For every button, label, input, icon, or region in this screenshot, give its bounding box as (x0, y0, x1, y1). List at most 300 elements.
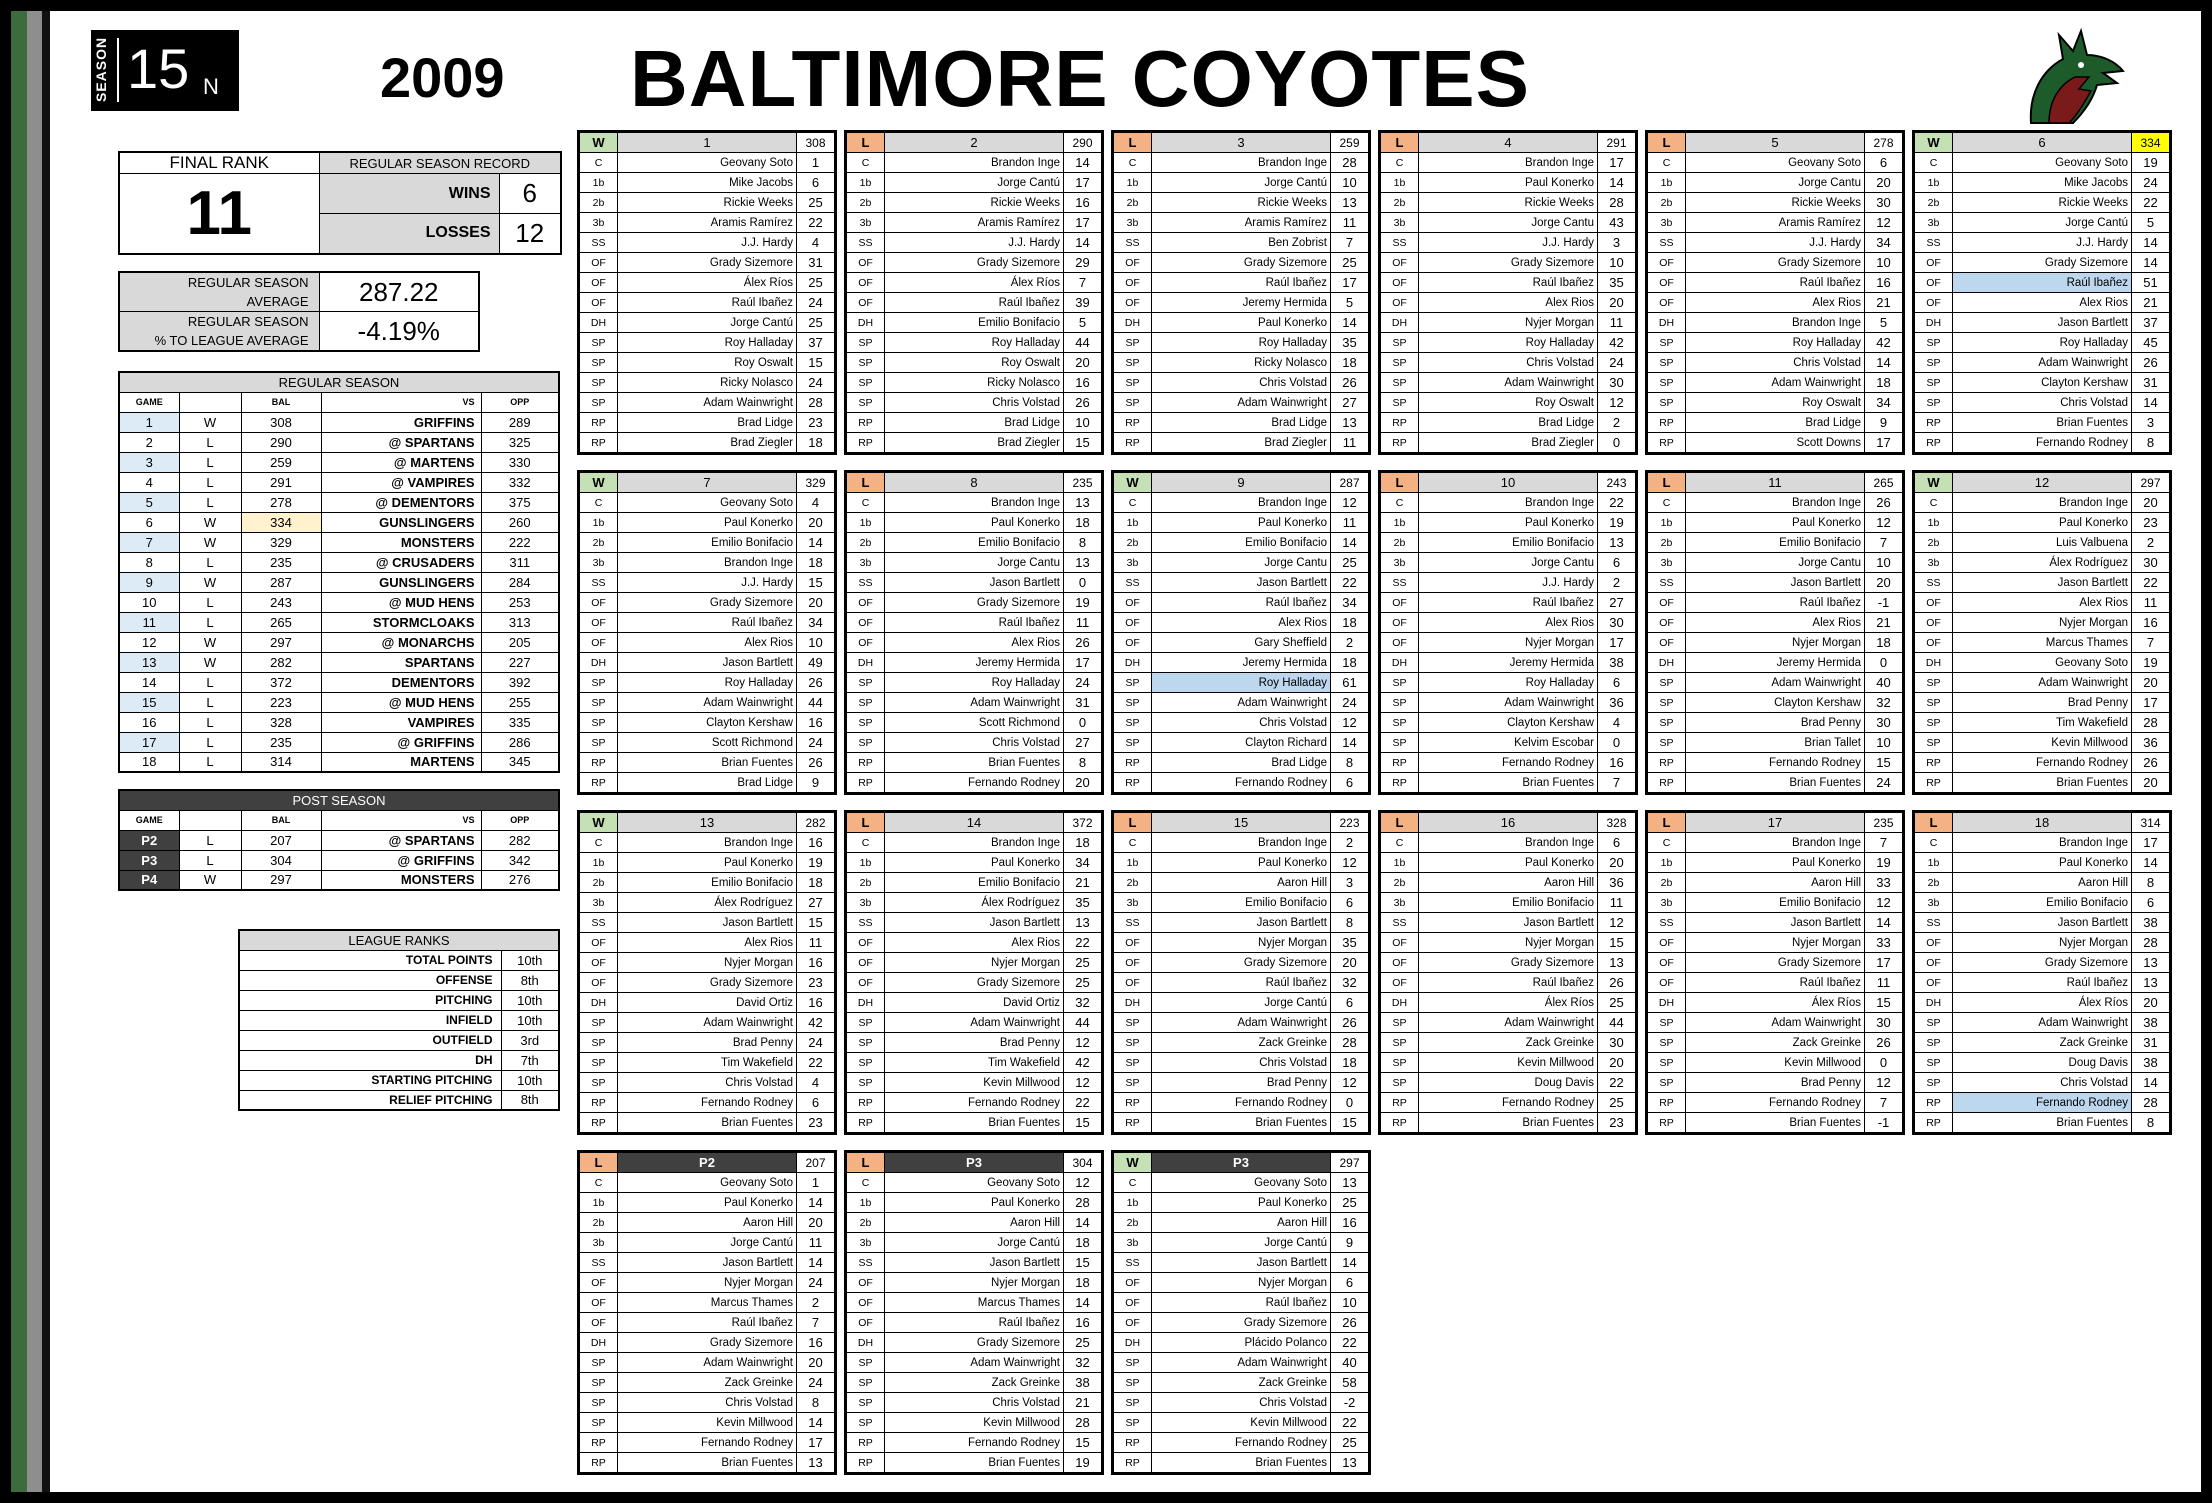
player-points: 18 (1865, 633, 1903, 653)
position: C (1648, 493, 1686, 513)
player-points: 17 (1064, 173, 1102, 193)
game-header (1381, 473, 1636, 493)
player-points: 35 (1598, 273, 1636, 293)
position: SS (847, 573, 885, 593)
opp-score: 332 (481, 472, 559, 492)
position: DH (847, 1333, 885, 1353)
header-cell (179, 810, 241, 830)
player-name: Adam Wainwright (618, 693, 797, 713)
lineup-row (1915, 193, 2170, 213)
player-points: 15 (797, 573, 835, 593)
player-points: 12 (1331, 853, 1369, 873)
position: SP (1114, 1073, 1152, 1093)
game-number: 17 (119, 732, 179, 752)
lineup-row (1915, 573, 2170, 593)
game-total: 265 (1865, 473, 1903, 493)
player-points: 8 (1331, 913, 1369, 933)
game-result: L (179, 612, 241, 632)
player-points: 39 (1064, 293, 1102, 313)
position: OF (847, 613, 885, 633)
player-name: Álex Ríos (1686, 993, 1865, 1013)
lineup-row (1915, 613, 2170, 633)
player-points: 13 (1331, 193, 1369, 213)
losses-value: 12 (499, 214, 561, 254)
player-name: Kevin Millwood (618, 1413, 797, 1433)
lineup-row (1114, 433, 1369, 453)
player-name: Zack Greinke (1953, 1033, 2132, 1053)
position: RP (580, 1093, 618, 1113)
position: OF (1114, 973, 1152, 993)
position: SP (1915, 353, 1953, 373)
lineup-row (847, 993, 1102, 1013)
game-lineup-table (579, 132, 835, 453)
game-row (119, 850, 559, 870)
player-points: 10 (1865, 553, 1903, 573)
lineup-row (1381, 233, 1636, 253)
season-badge (91, 30, 239, 111)
player-points: 18 (1331, 653, 1369, 673)
position: RP (1648, 753, 1686, 773)
position: 1b (1915, 173, 1953, 193)
player-points: 12 (1598, 913, 1636, 933)
player-name: Nyjer Morgan (1953, 613, 2132, 633)
lineup-row (1114, 1413, 1369, 1433)
player-name: Adam Wainwright (1686, 673, 1865, 693)
game-total: 243 (1598, 473, 1636, 493)
opponent: @ MARTENS (321, 452, 481, 472)
player-name: Roy Halladay (885, 673, 1064, 693)
position: OF (847, 593, 885, 613)
lineup-row (580, 933, 835, 953)
lineup-row (1648, 233, 1903, 253)
player-points: 26 (2132, 753, 2170, 773)
player-name: Brad Lidge (1152, 413, 1331, 433)
player-points: 58 (1331, 1373, 1369, 1393)
lineup-row (580, 153, 835, 173)
game-result: W (179, 512, 241, 532)
position: 2b (847, 1213, 885, 1233)
left-stripe-green (11, 11, 27, 1492)
lineup-row (580, 413, 835, 433)
lineup-row (1381, 273, 1636, 293)
lineup-row (1915, 313, 2170, 333)
position: SP (1381, 693, 1419, 713)
position: OF (1648, 613, 1686, 633)
lineup-row (580, 533, 835, 553)
position: OF (580, 633, 618, 653)
player-name: Brandon Inge (1953, 833, 2132, 853)
player-points: 14 (1331, 1253, 1369, 1273)
player-points: 28 (797, 393, 835, 413)
position: RP (847, 1113, 885, 1133)
position: SP (847, 1033, 885, 1053)
player-points: 16 (1064, 193, 1102, 213)
lineup-row (1114, 293, 1369, 313)
player-name: Jorge Cantú (1152, 993, 1331, 1013)
position: SP (1114, 1413, 1152, 1433)
player-name: Adam Wainwright (1419, 1013, 1598, 1033)
position: RP (1381, 753, 1419, 773)
position: SP (847, 1053, 885, 1073)
position: 3b (1381, 213, 1419, 233)
position: RP (847, 1093, 885, 1113)
player-name: Grady Sizemore (885, 1333, 1064, 1353)
player-points: 24 (797, 373, 835, 393)
position: RP (1114, 433, 1152, 453)
player-points: 20 (1064, 773, 1102, 793)
player-points: 3 (2132, 413, 2170, 433)
game-header (1114, 1153, 1369, 1173)
position: OF (1915, 293, 1953, 313)
player-name: Alex Rios (1953, 593, 2132, 613)
player-name: Emilio Bonifacio (1953, 893, 2132, 913)
player-name: Fernando Rodney (1686, 1093, 1865, 1113)
player-name: Zack Greinke (885, 1373, 1064, 1393)
lineup-row (1114, 593, 1369, 613)
position: 2b (1114, 193, 1152, 213)
player-points: 22 (1331, 1333, 1369, 1353)
opponent: @ DEMENTORS (321, 492, 481, 512)
position: SP (1648, 673, 1686, 693)
player-points: 19 (1064, 593, 1102, 613)
position: OF (1114, 1293, 1152, 1313)
lineup-row (1648, 313, 1903, 333)
position: SP (1114, 1033, 1152, 1053)
player-name: Roy Halladay (885, 333, 1064, 353)
player-points: 10 (1865, 733, 1903, 753)
player-name: Emilio Bonifacio (1419, 893, 1598, 913)
player-name: Roy Halladay (618, 673, 797, 693)
opponent: GUNSLINGERS (321, 572, 481, 592)
player-name: Chris Volstad (618, 1073, 797, 1093)
position: SP (1381, 393, 1419, 413)
lineup-row (580, 253, 835, 273)
lineup-row (847, 313, 1102, 333)
player-points: 12 (1331, 713, 1369, 733)
game-result: L (179, 552, 241, 572)
player-name: Emilio Bonifacio (1152, 893, 1331, 913)
position: OF (1648, 933, 1686, 953)
player-name: Adam Wainwright (1686, 373, 1865, 393)
player-points: 13 (797, 1453, 835, 1473)
player-points: 24 (1865, 773, 1903, 793)
lineup-row (580, 1433, 835, 1453)
player-name: Raúl Ibañez (885, 1313, 1064, 1333)
player-name: Scott Richmond (618, 733, 797, 753)
player-points: 38 (2132, 1013, 2170, 1033)
lineup-row (847, 333, 1102, 353)
player-points: 27 (797, 893, 835, 913)
player-points: 24 (797, 1273, 835, 1293)
player-name: Ricky Nolasco (1152, 353, 1331, 373)
player-name: Paul Konerko (1152, 853, 1331, 873)
lineup-row (1648, 633, 1903, 653)
player-points: 11 (1598, 893, 1636, 913)
lineup-row (580, 713, 835, 733)
player-points: 15 (1331, 1113, 1369, 1133)
position: SP (580, 713, 618, 733)
position: SP (847, 673, 885, 693)
position: OF (1915, 633, 1953, 653)
lineup-row (1114, 1113, 1369, 1133)
position: OF (1915, 953, 1953, 973)
player-points: 13 (2132, 953, 2170, 973)
player-points: 19 (2132, 153, 2170, 173)
player-points: 8 (1331, 753, 1369, 773)
player-name: Jeremy Hermida (1419, 653, 1598, 673)
average-table (118, 271, 480, 352)
lineup-row (847, 573, 1102, 593)
player-name: Brad Penny (1686, 713, 1865, 733)
player-name: Emilio Bonifacio (1152, 533, 1331, 553)
final-rank-label: FINAL RANK (119, 152, 319, 174)
player-name: Brian Fuentes (618, 753, 797, 773)
player-points: 20 (1865, 573, 1903, 593)
lineup-row (1114, 193, 1369, 213)
position: SP (580, 1373, 618, 1393)
position: C (847, 493, 885, 513)
player-points: 6 (1331, 893, 1369, 913)
player-name: Emilio Bonifacio (1419, 533, 1598, 553)
header-cell: VS (321, 810, 481, 830)
player-name: Brian Fuentes (1152, 1113, 1331, 1133)
game-header (1114, 133, 1369, 153)
player-name: Nyjer Morgan (1419, 313, 1598, 333)
lineup-row (1915, 293, 2170, 313)
position: 2b (1381, 873, 1419, 893)
position: OF (1648, 253, 1686, 273)
player-points: 11 (2132, 593, 2170, 613)
player-name: Raúl Ibañez (1686, 273, 1865, 293)
opponent: @ MUD HENS (321, 692, 481, 712)
lineup-row (1381, 653, 1636, 673)
player-points: 32 (1064, 1353, 1102, 1373)
player-name: Marcus Thames (885, 1293, 1064, 1313)
player-name: Grady Sizemore (1419, 953, 1598, 973)
player-name: Clayton Kershaw (1419, 713, 1598, 733)
player-name: Emilio Bonifacio (885, 313, 1064, 333)
position: 1b (1381, 853, 1419, 873)
game-label: 7 (618, 473, 797, 493)
opp-score: 330 (481, 452, 559, 472)
lineup-row (1648, 553, 1903, 573)
player-name: Jason Bartlett (618, 653, 797, 673)
lineup-row (580, 893, 835, 913)
player-name: Jorge Cantú (885, 1233, 1064, 1253)
game-box (844, 470, 1104, 795)
lineup-row (1915, 873, 2170, 893)
lineup-row (1915, 1013, 2170, 1033)
player-points: 14 (1865, 913, 1903, 933)
player-name: Grady Sizemore (1686, 253, 1865, 273)
player-points: 12 (1865, 1073, 1903, 1093)
position: SP (580, 1413, 618, 1433)
player-points: 18 (1064, 1273, 1102, 1293)
position: OF (580, 1293, 618, 1313)
player-points: 6 (1331, 1273, 1369, 1293)
bal-score: 207 (241, 830, 321, 850)
lineup-row (1915, 993, 2170, 1013)
player-name: Brandon Inge (1152, 833, 1331, 853)
player-name: Brad Ziegler (1419, 433, 1598, 453)
rank-row (239, 990, 559, 1010)
position: RP (580, 413, 618, 433)
player-name: Grady Sizemore (1953, 953, 2132, 973)
player-name: Brian Fuentes (1686, 1113, 1865, 1133)
position: 2b (1381, 193, 1419, 213)
position: DH (580, 313, 618, 333)
player-name: Jason Bartlett (1953, 313, 2132, 333)
player-points: 34 (1865, 393, 1903, 413)
lineup-row (1648, 513, 1903, 533)
game-label: 2 (885, 133, 1064, 153)
game-result: L (179, 592, 241, 612)
rank-category: DH (239, 1050, 501, 1070)
game-total: 328 (1598, 813, 1636, 833)
position: 3b (580, 213, 618, 233)
player-points: 2 (1331, 633, 1369, 653)
lineup-row (1381, 333, 1636, 353)
player-name: Raúl Ibañez (618, 613, 797, 633)
player-name: Adam Wainwright (618, 393, 797, 413)
position: RP (1915, 1113, 1953, 1133)
player-name: Geovany Soto (618, 153, 797, 173)
position: 2b (580, 1213, 618, 1233)
player-name: Geovany Soto (618, 1173, 797, 1193)
lineup-row (580, 1233, 835, 1253)
opponent: STORMCLOAKS (321, 612, 481, 632)
player-name: Emilio Bonifacio (618, 873, 797, 893)
position: SS (1915, 573, 1953, 593)
lineup-row (1381, 633, 1636, 653)
position: SS (1381, 573, 1419, 593)
lineup-row (1114, 973, 1369, 993)
lineup-row (1114, 153, 1369, 173)
lineup-row (1915, 1073, 2170, 1093)
player-name: Roy Oswalt (1686, 393, 1865, 413)
player-name: Doug Davis (1953, 1053, 2132, 1073)
game-result: W (179, 870, 241, 890)
position: SP (1381, 713, 1419, 733)
bal-score: 235 (241, 552, 321, 572)
lineup-row (1114, 1433, 1369, 1453)
position: 1b (1648, 853, 1686, 873)
player-points: 15 (1865, 753, 1903, 773)
position: 3b (1381, 893, 1419, 913)
player-name: Mike Jacobs (618, 173, 797, 193)
position: OF (847, 1313, 885, 1333)
lineup-row (847, 153, 1102, 173)
player-name: Aramis Ramírez (618, 213, 797, 233)
game-label: 9 (1152, 473, 1331, 493)
position: RP (1915, 753, 1953, 773)
position: OF (580, 613, 618, 633)
game-total: 207 (797, 1153, 835, 1173)
player-points: 18 (797, 553, 835, 573)
lineup-row (1648, 753, 1903, 773)
game-result-badge: W (580, 813, 618, 833)
lineup-row (580, 1333, 835, 1353)
player-points: 2 (1331, 833, 1369, 853)
position: 1b (1114, 173, 1152, 193)
game-lineup-table (1380, 812, 1636, 1133)
player-name: Grady Sizemore (1953, 253, 2132, 273)
player-name: Chris Volstad (885, 393, 1064, 413)
player-points: 30 (1865, 193, 1903, 213)
player-points: 12 (1598, 393, 1636, 413)
player-points: 20 (2132, 493, 2170, 513)
position: OF (1381, 273, 1419, 293)
game-row (119, 512, 559, 532)
game-result-badge: L (1915, 813, 1953, 833)
opp-score: 253 (481, 592, 559, 612)
position: 1b (1114, 513, 1152, 533)
position: OF (847, 1293, 885, 1313)
player-points: 31 (2132, 1033, 2170, 1053)
lineup-row (1381, 413, 1636, 433)
player-points: 18 (1331, 613, 1369, 633)
lineup-row (1915, 373, 2170, 393)
player-name: Raúl Ibañez (885, 293, 1064, 313)
game-number: 4 (119, 472, 179, 492)
lineup-row (580, 1273, 835, 1293)
player-points: 13 (1598, 953, 1636, 973)
player-points: 20 (1598, 853, 1636, 873)
position: SP (1915, 333, 1953, 353)
player-points: 25 (1064, 1333, 1102, 1353)
player-points: 15 (797, 913, 835, 933)
player-name: Marcus Thames (1953, 633, 2132, 653)
player-points: 26 (797, 673, 835, 693)
lineup-row (1915, 533, 2170, 553)
player-points: 24 (1598, 353, 1636, 373)
lineup-row (847, 1293, 1102, 1313)
game-result: L (179, 732, 241, 752)
game-lineup-table (579, 1152, 835, 1473)
player-name: Brandon Inge (618, 553, 797, 573)
lineup-row (1381, 893, 1636, 913)
lineup-row (580, 1093, 835, 1113)
lineup-row (847, 1173, 1102, 1193)
player-points: 20 (1331, 953, 1369, 973)
final-rank-table (118, 151, 562, 255)
player-points: 20 (797, 513, 835, 533)
position: OF (1114, 293, 1152, 313)
player-points: 36 (1598, 873, 1636, 893)
lineup-row (580, 493, 835, 513)
player-name: Álex Ríos (618, 273, 797, 293)
game-result: L (179, 452, 241, 472)
position: SP (847, 713, 885, 733)
position: OF (1114, 633, 1152, 653)
lineup-row (1915, 333, 2170, 353)
player-name: J.J. Hardy (1686, 233, 1865, 253)
player-points: 30 (1865, 1013, 1903, 1033)
player-name: Brian Fuentes (1419, 773, 1598, 793)
player-points: 20 (2132, 993, 2170, 1013)
player-points: 13 (1064, 913, 1102, 933)
game-box (844, 810, 1104, 1135)
player-name: Aaron Hill (1953, 873, 2132, 893)
position: C (1114, 493, 1152, 513)
player-name: Fernando Rodney (1152, 773, 1331, 793)
position: SP (1648, 333, 1686, 353)
player-points: 32 (1331, 973, 1369, 993)
game-number: 12 (119, 632, 179, 652)
player-name: Roy Oswalt (1419, 393, 1598, 413)
game-row (119, 752, 559, 772)
lineup-row (1915, 273, 2170, 293)
